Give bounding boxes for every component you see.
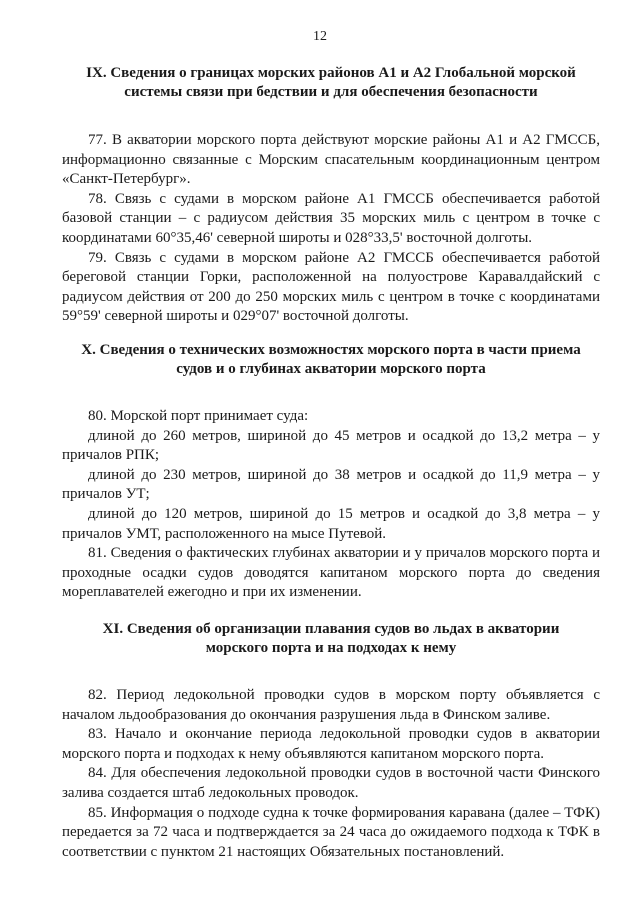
paragraph-83: 83. Начало и окончание периода ледокольной проводки судов в акватории морского порта и подходах к нему объявляются капитаном морского порта. <box>62 726 600 762</box>
paragraph-84: 84. Для обеспечения ледокольной проводки судов в восточной части Финского залива создается штаб ледокольных проводок. <box>62 765 600 801</box>
section-heading <box>62 341 600 379</box>
heading-line: морского порта и на подходах к нему <box>205 640 457 656</box>
heading-line: XI. Сведения об организации плавания судов во льдах в акватории <box>102 621 560 637</box>
paragraph-85: 85. Информация о подходе судна к точке формирования каравана (далее – ТФК) передается за 72 часа и подтверждается за 24 часа до ожидаемого подхода к ТФК в соответствии с пунктом 21 настоящих Обязательных постановлений. <box>62 804 600 860</box>
section-heading <box>62 620 600 658</box>
paragraph-80-item-1: длиной до 260 метров, шириной до 45 метров и осадкой до 13,2 метра – у причалов РПК; <box>62 427 600 464</box>
section-xi <box>62 620 600 658</box>
paragraph-79: 79. Связь с судами в морском районе А2 ГМССБ обеспечивается работой береговой станции Горки, расположенной на полуострове Каравалдайский с радиусом действия от 200 до 250 морских миль с центром в точке с координатами 59°59' северной широты и 029°07' восточной долготы. <box>62 249 600 325</box>
section-x-body <box>62 407 600 603</box>
paragraph-78: 78. Связь с судами в морском районе А1 ГМССБ обеспечивается работой базовой станции – с радиусом действия 35 морских миль с центром в точке с координатами 60°35,46' северной широты и 028°33,5' восточной долготы. <box>62 190 600 246</box>
heading-line: судов и о глубинах акватории морского порта <box>176 361 486 377</box>
heading-line: системы связи при бедствии и для обеспечения безопасности <box>124 84 538 100</box>
section-ix-body <box>62 131 600 327</box>
paragraph-77: 77. В акватории морского порта действуют морские районы А1 и А2 ГМССБ, информационно связанные с Морским спасательным координационным центром «Санкт-Петербург». <box>62 132 600 188</box>
section-heading <box>62 64 600 102</box>
paragraph-80: 80. Морской порт принимает суда: <box>88 408 309 424</box>
section-x <box>62 341 600 379</box>
page-number: 12 <box>313 29 327 44</box>
section-xi-body <box>62 686 600 862</box>
paragraph-80-item-3: длиной до 120 метров, шириной до 15 метров и осадкой до 3,8 метра – у причалов УМТ, расположенного на мысе Путевой. <box>62 505 600 542</box>
section-ix <box>62 64 600 102</box>
heading-line: IX. Сведения о границах морских районов А1 и А2 Глобальной морской <box>86 65 576 81</box>
paragraph-82: 82. Период ледокольной проводки судов в морском порту объявляется с началом льдообразования до окончания разрушения льда в Финском заливе. <box>62 687 600 723</box>
paragraph-81: 81. Сведения о фактических глубинах акватории и у причалов морского порта и проходные осадки судов доводятся капитаном морского порта до сведения мореплавателей ежегодно и при их изменении. <box>62 545 600 601</box>
heading-line: X. Сведения о технических возможностях морского порта в части приема <box>81 342 581 358</box>
paragraph-80-item-2: длиной до 230 метров, шириной до 38 метров и осадкой до 11,9 метра – у причалов УТ; <box>62 466 600 503</box>
